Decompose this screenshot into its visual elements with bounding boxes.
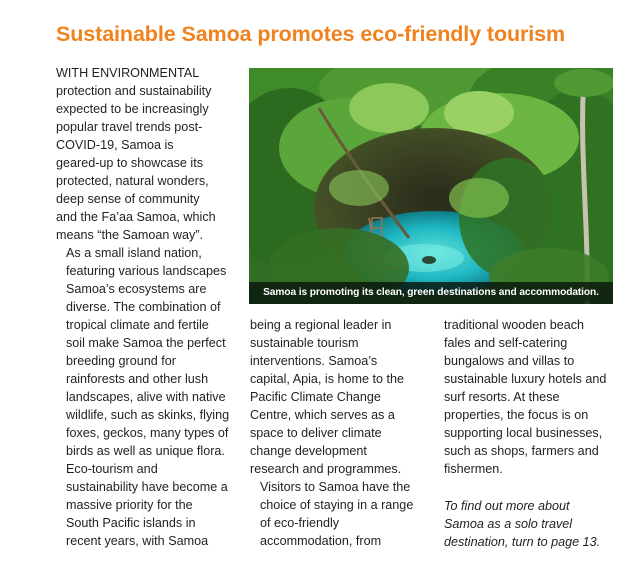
text-line: such as shops, farmers and xyxy=(444,444,599,458)
text-line: properties, the focus is on xyxy=(444,408,589,422)
text-line: research and programmes. xyxy=(250,462,402,476)
text-line: foxes, geckos, many types of xyxy=(66,426,229,440)
text-line: tropical climate and fertile xyxy=(66,318,209,332)
text-line: sustainable tourism xyxy=(250,336,359,350)
column-2-paragraph-1 xyxy=(250,316,430,478)
text-line: supporting local businesses, xyxy=(444,426,603,440)
text-line: protection and sustainability xyxy=(56,84,212,98)
article-headline: Sustainable Samoa promotes eco-friendly tourism xyxy=(56,22,566,46)
text-line: To find out more about xyxy=(444,499,570,513)
text-line: sustainability have become a xyxy=(66,480,228,494)
text-line: being a regional leader in xyxy=(250,318,392,332)
text-line: soil make Samoa the perfect xyxy=(66,336,226,350)
text-line: surf resorts. At these xyxy=(444,390,560,404)
text-line: fishermen. xyxy=(444,462,503,476)
text-line: Pacific Climate Change xyxy=(250,390,381,404)
text-line: Centre, which serves as a xyxy=(250,408,395,422)
text-line: and the Fa’aa Samoa, which xyxy=(56,210,216,224)
text-line: popular travel trends post- xyxy=(56,120,203,134)
text-line: space to deliver climate xyxy=(250,426,382,440)
to-sua-ocean-trench-image xyxy=(249,68,613,304)
text-line: birds as well as unique flora. xyxy=(66,444,225,458)
text-line: diverse. The combination of xyxy=(66,300,221,314)
text-line: deep sense of community xyxy=(56,192,200,206)
article-column-3 xyxy=(444,316,622,551)
text-line: protected, natural wonders, xyxy=(56,174,209,188)
text-line: geared-up to showcase its xyxy=(56,156,204,170)
column-1-paragraph-1 xyxy=(56,64,234,244)
text-line: rainforests and other lush xyxy=(66,372,209,386)
text-line: South Pacific islands in xyxy=(66,516,196,530)
column-2-paragraph-2 xyxy=(250,478,430,550)
text-line: landscapes, alive with native xyxy=(66,390,226,404)
text-line: Eco-tourism and xyxy=(66,462,158,476)
text-line: destination, turn to page 13. xyxy=(444,535,601,549)
column-3-paragraph-1 xyxy=(444,316,622,478)
text-line: expected to be increasingly xyxy=(56,102,209,116)
text-line: of eco-friendly xyxy=(260,516,340,530)
further-reading-note xyxy=(444,497,622,551)
text-line: WITH ENVIRONMENTAL xyxy=(56,66,200,80)
text-line: featuring various landscapes xyxy=(66,264,227,278)
column-1-paragraph-2 xyxy=(56,244,234,460)
text-line: As a small island nation, xyxy=(66,246,202,260)
article-column-2 xyxy=(250,316,430,550)
text-line: Samoa’s ecosystems are xyxy=(66,282,207,296)
text-line: choice of staying in a range xyxy=(260,498,414,512)
text-line: breeding ground for xyxy=(66,354,176,368)
article-photo xyxy=(249,68,613,304)
column-1-paragraph-3 xyxy=(56,460,234,550)
text-line: Visitors to Samoa have the xyxy=(260,480,411,494)
text-line: bungalows and villas to xyxy=(444,354,575,368)
text-line: fales and self-catering xyxy=(444,336,568,350)
text-line: capital, Apia, is home to the xyxy=(250,372,405,386)
text-line: COVID-19, Samoa is xyxy=(56,138,174,152)
text-line: change development xyxy=(250,444,367,458)
article-column-1 xyxy=(56,64,234,550)
text-line: accommodation, from xyxy=(260,534,382,548)
text-line: traditional wooden beach xyxy=(444,318,585,332)
text-line: wildlife, such as skinks, flying xyxy=(66,408,230,422)
text-line: means “the Samoan way”. xyxy=(56,228,203,242)
photo-caption: Samoa is promoting its clean, green destinations and accommodation. xyxy=(249,282,613,304)
text-line: sustainable luxury hotels and xyxy=(444,372,607,386)
text-line: Samoa as a solo travel xyxy=(444,517,573,531)
text-line: massive priority for the xyxy=(66,498,193,512)
text-line: recent years, with Samoa xyxy=(66,534,209,548)
text-line: interventions. Samoa’s xyxy=(250,354,378,368)
